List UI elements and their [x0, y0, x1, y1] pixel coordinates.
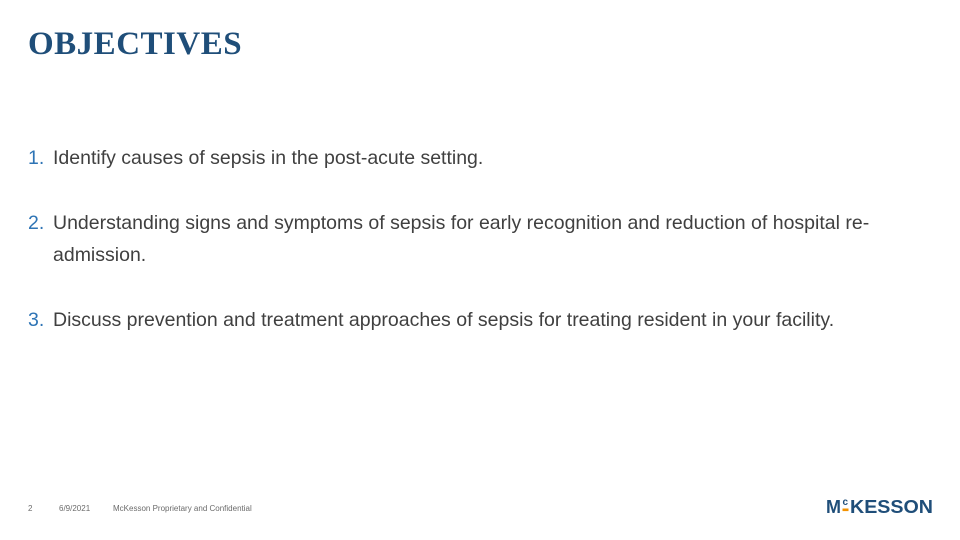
- objective-number: 2.: [28, 212, 45, 234]
- slide-title: OBJECTIVES: [28, 26, 243, 62]
- svg-text:KESSON: KESSON: [850, 497, 933, 517]
- mckesson-logo: [826, 493, 934, 519]
- svg-text:M: M: [826, 497, 841, 517]
- objective-item: [28, 207, 908, 271]
- objective-number: 1.: [28, 147, 45, 169]
- objective-text: Identify causes of sepsis in the post-acute setting.: [53, 147, 484, 169]
- page-number: 2: [28, 504, 33, 513]
- objective-number: 3.: [28, 309, 45, 331]
- svg-text:c: c: [842, 497, 849, 508]
- footer-date: 6/9/2021: [59, 504, 91, 513]
- footer-confidentiality: McKesson Proprietary and Confidential: [113, 504, 252, 513]
- objective-text: Understanding signs and symptoms of sepsis for early recognition and reduction of hospital re-admission.: [53, 212, 870, 266]
- objective-text: Discuss prevention and treatment approaches of sepsis for treating resident in your facility.: [53, 309, 835, 331]
- objective-item: [28, 304, 908, 336]
- objective-item: [28, 142, 908, 174]
- objectives-list: [28, 142, 908, 336]
